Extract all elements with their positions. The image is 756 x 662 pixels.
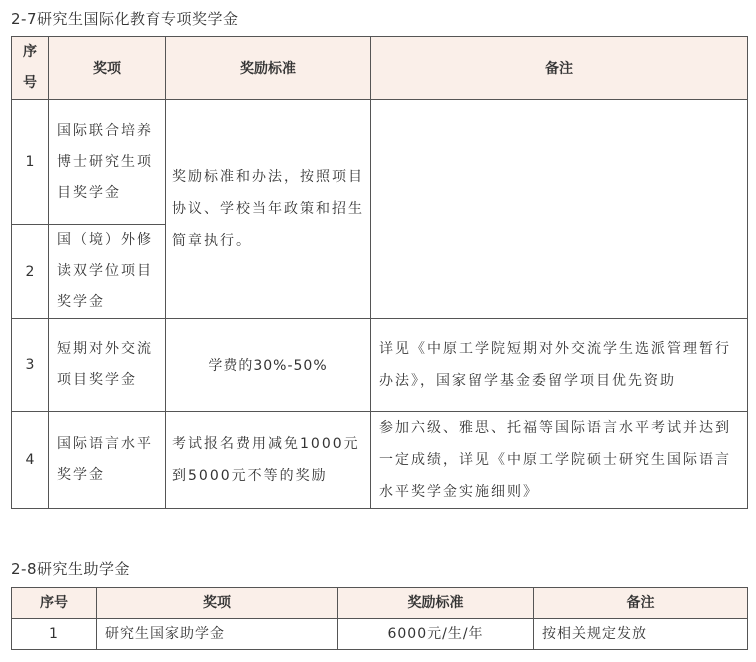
table-header-row — [12, 588, 748, 619]
row-note: 按相关规定发放 — [534, 619, 748, 650]
row-seq: 4 — [12, 412, 49, 509]
header-award: 奖项 — [49, 37, 166, 100]
table-row — [12, 619, 748, 650]
row-seq: 1 — [12, 100, 49, 225]
header-standard: 奖励标准 — [338, 588, 534, 619]
row-seq: 1 — [12, 619, 97, 650]
row-note — [371, 100, 748, 319]
table-row — [12, 319, 748, 412]
row-seq: 2 — [12, 225, 49, 319]
row-standard: 奖励标准和办法，按照项目协议、学校当年政策和招生简章执行。 — [166, 100, 371, 319]
row-standard: 6000元/生/年 — [338, 619, 534, 650]
international-scholarship-table — [11, 36, 748, 509]
row-seq: 3 — [12, 319, 49, 412]
header-seq-line1: 序 — [23, 44, 37, 60]
row-award: 研究生国家助学金 — [97, 619, 338, 650]
header-note: 备注 — [371, 37, 748, 100]
section-title-international-scholarship: 2-7研究生国际化教育专项奖学金 — [11, 10, 239, 28]
table-row — [12, 100, 748, 225]
section-title-grant: 2-8研究生助学金 — [11, 560, 131, 578]
header-seq: 序号 — [12, 588, 97, 619]
grant-table — [11, 587, 748, 650]
header-seq — [12, 37, 49, 100]
table-header-row — [12, 37, 748, 100]
table-row — [12, 412, 748, 509]
header-award: 奖项 — [97, 588, 338, 619]
row-award: 国际联合培养博士研究生项目奖学金 — [49, 100, 166, 225]
row-note: 参加六级、雅思、托福等国际语言水平考试并达到一定成绩，详见《中原工学院硕士研究生国际语言水平奖学金实施细则》 — [371, 412, 748, 509]
row-standard: 考试报名费用减免1000元到5000元不等的奖励 — [166, 412, 371, 509]
row-award: 国际语言水平奖学金 — [49, 412, 166, 509]
header-seq-line2: 号 — [23, 75, 37, 91]
row-award: 短期对外交流项目奖学金 — [49, 319, 166, 412]
header-note: 备注 — [534, 588, 748, 619]
row-award: 国（境）外修读双学位项目奖学金 — [49, 225, 166, 319]
header-standard: 奖励标准 — [166, 37, 371, 100]
row-note: 详见《中原工学院短期对外交流学生选派管理暂行办法》，国家留学基金委留学项目优先资助 — [371, 319, 748, 412]
row-standard: 学费的30%-50% — [166, 319, 371, 412]
